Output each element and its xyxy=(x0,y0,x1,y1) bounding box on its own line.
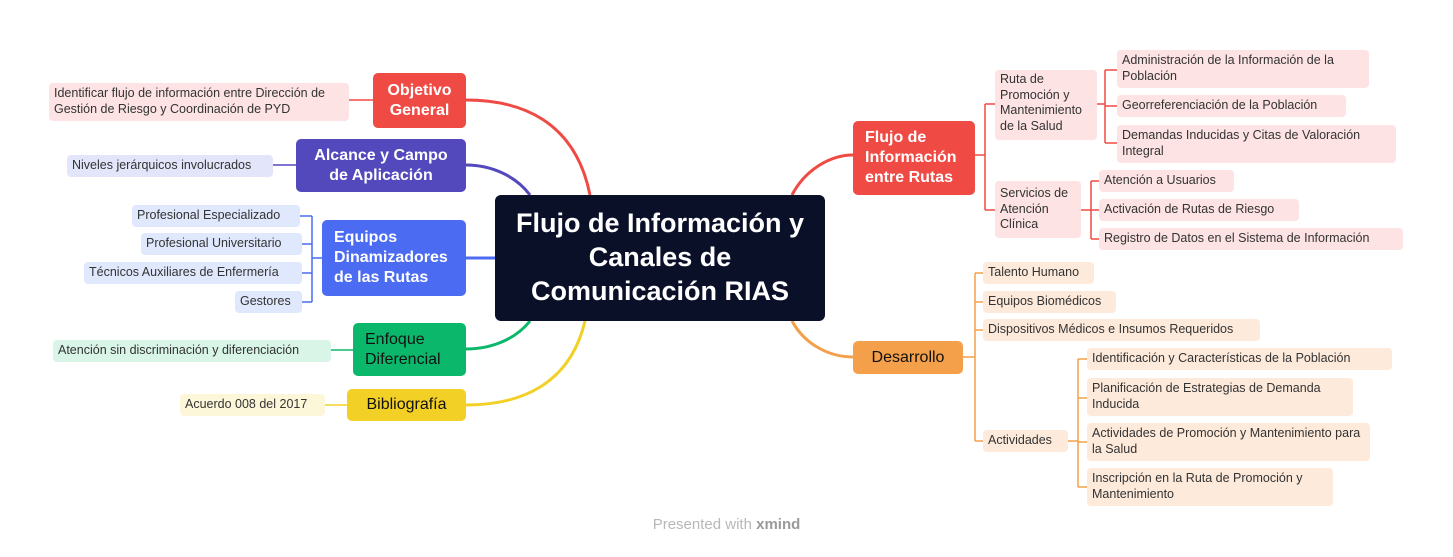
link-enfoque xyxy=(466,321,530,349)
branch-objetivo-general[interactable]: Objetivo General xyxy=(373,73,466,128)
leaf-talento-humano[interactable]: Talento Humano xyxy=(983,262,1094,284)
node-ruta-promocion[interactable]: Ruta de Promoción y Mantenimiento de la Salud xyxy=(995,70,1097,140)
branch-flujo-informacion[interactable]: Flujo de Información entre Rutas xyxy=(853,121,975,195)
leaf-tecnicos-auxiliares[interactable]: Técnicos Auxiliares de Enfermería xyxy=(84,262,302,284)
node-servicios-atencion[interactable]: Servicios de Atención Clínica xyxy=(995,181,1081,238)
link-biblio xyxy=(466,321,585,405)
leaf-profesional-especializado[interactable]: Profesional Especializado xyxy=(132,205,300,227)
branch-equipos-dinamizadores[interactable]: Equipos Dinamizadores de las Rutas xyxy=(322,220,466,296)
leaf-demandas-inducidas[interactable]: Demandas Inducidas y Citas de Valoración Integral xyxy=(1117,125,1396,163)
leaf-equipos-biomedicos[interactable]: Equipos Biomédicos xyxy=(983,291,1116,313)
leaf-registro-datos[interactable]: Registro de Datos en el Sistema de Información xyxy=(1099,228,1403,250)
leaf-atencion-usuarios[interactable]: Atención a Usuarios xyxy=(1099,170,1234,192)
leaf-objetivo-identificar[interactable]: Identificar flujo de información entre Dirección de Gestión de Riesgo y Coordinación de PYD xyxy=(49,83,349,121)
leaf-inscripcion-ruta[interactable]: Inscripción en la Ruta de Promoción y Mantenimiento xyxy=(1087,468,1333,506)
link-flujo xyxy=(792,155,853,195)
branch-alcance[interactable]: Alcance y Campo de Aplicación xyxy=(296,139,466,192)
central-topic[interactable]: Flujo de Información y Canales de Comunicación RIAS xyxy=(495,195,825,321)
node-actividades[interactable]: Actividades xyxy=(983,430,1068,452)
leaf-administracion-informacion[interactable]: Administración de la Información de la Población xyxy=(1117,50,1369,88)
leaf-actividades-promocion[interactable]: Actividades de Promoción y Mantenimiento para la Salud xyxy=(1087,423,1370,461)
leaf-acuerdo-008[interactable]: Acuerdo 008 del 2017 xyxy=(180,394,325,416)
leaf-niveles-jerarquicos[interactable]: Niveles jerárquicos involucrados xyxy=(67,155,273,177)
xmind-logo: xmind xyxy=(756,516,801,533)
link-objetivo xyxy=(466,100,590,195)
leaf-atencion-sin-discriminacion[interactable]: Atención sin discriminación y diferenciación xyxy=(53,340,331,362)
branch-desarrollo[interactable]: Desarrollo xyxy=(853,341,963,374)
link-alcance xyxy=(466,165,530,195)
leaf-activacion-rutas[interactable]: Activación de Rutas de Riesgo xyxy=(1099,199,1299,221)
leaf-dispositivos-medicos[interactable]: Dispositivos Médicos e Insumos Requeridos xyxy=(983,319,1260,341)
presented-with-footer xyxy=(0,516,1453,533)
leaf-identificacion-poblacion[interactable]: Identificación y Características de la Población xyxy=(1087,348,1392,370)
leaf-gestores[interactable]: Gestores xyxy=(235,291,302,313)
branch-bibliografia[interactable]: Bibliografía xyxy=(347,389,466,421)
leaf-georreferenciacion[interactable]: Georreferenciación de la Población xyxy=(1117,95,1346,117)
branch-enfoque-diferencial[interactable]: Enfoque Diferencial xyxy=(353,323,466,376)
leaf-profesional-universitario[interactable]: Profesional Universitario xyxy=(141,233,302,255)
leaf-planificacion-estrategias[interactable]: Planificación de Estrategias de Demanda Inducida xyxy=(1087,378,1353,416)
footer-prefix: Presented with xyxy=(652,516,752,533)
link-desarrollo xyxy=(792,321,853,357)
